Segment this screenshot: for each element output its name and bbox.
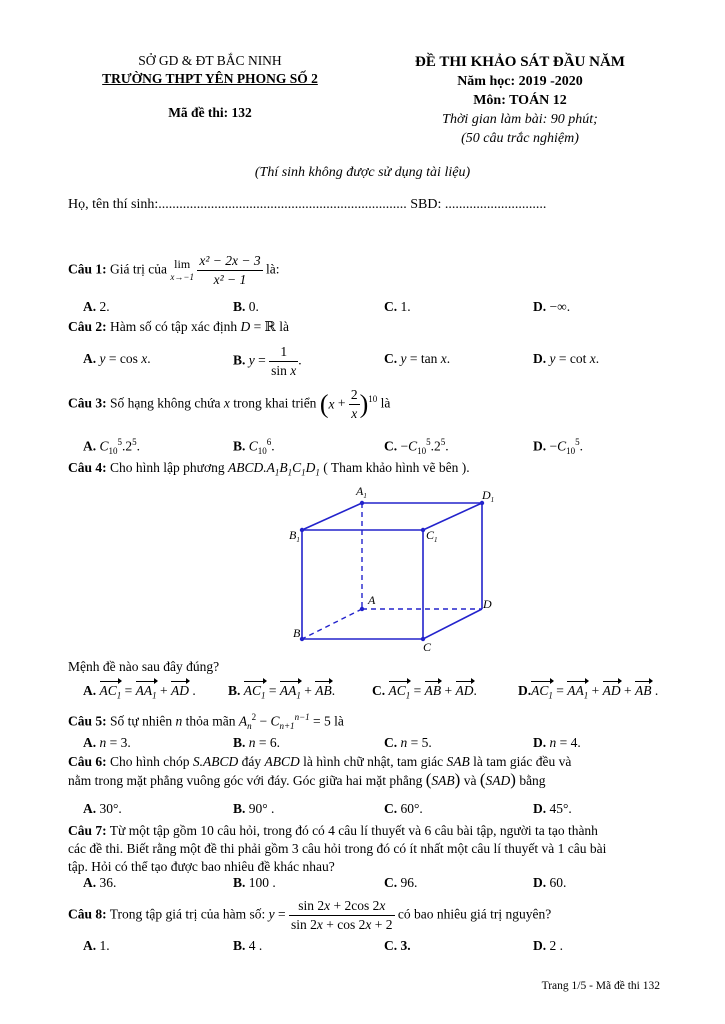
point-b1 [300,528,304,532]
q7-option-a[interactable]: A. 36. [83,875,117,890]
q8-label: Câu 8: [68,906,107,922]
q2-option-a[interactable]: A. y = cos x. [83,351,151,366]
sbd-label: SBD: [410,197,442,212]
q6-label: Câu 6: [68,754,107,769]
q1-label: Câu 1: [68,261,107,277]
q4-prompt: Mệnh đề nào sau đây đúng? [68,659,220,674]
q4-label: Câu 4: [68,460,107,475]
q5-option-b[interactable]: B. n = 6. [233,735,281,750]
q3-option-c[interactable]: C. $-C_{10}^5.2^5$. [384,437,449,457]
q7-option-d[interactable]: D. 60. [533,875,567,890]
q3-text2: trong khai triển [233,395,317,411]
sbd-field[interactable]: ............................. [444,197,547,212]
question-6: Câu 6: Cho hình chóp S.ABCD đáy ABCD là hình chữ nhật, tam giác SAB là tam giác đều và nằm trong mặt phẳng vuông góc với đáy. Góc giữa hai mặt phẳng (SAB) và (SAD) bằng [68,754,572,789]
q3-option-a[interactable]: A. $C_{10}^5.2^5$. [83,437,141,457]
q8-option-a[interactable]: A. 1. [83,938,110,953]
q1-option-c[interactable]: C. 1. [384,299,411,314]
department: SỞ GD & ĐT BẮC NINH [138,53,282,68]
q2-text: Hàm số có tập xác định [110,319,238,334]
q8-option-d[interactable]: D. 2 . [533,938,563,953]
notice: (Thí sinh không được sử dụng tài liệu) [254,165,471,180]
exam-code: Mã đề thi: 132 [168,105,252,120]
label-d1: $D_1$ [482,488,495,504]
q7-option-c[interactable]: C. 96. [384,875,418,890]
label-c: C [423,640,432,654]
school-year: Năm học: 2019 -2020 [457,74,583,89]
q7-option-b[interactable]: B. 100 . [233,875,276,890]
name-field[interactable]: ....................................................................... [158,197,407,212]
q4-after: ( Tham khảo hình vẽ bên ). [323,460,470,475]
q4-option-a[interactable]: A. $AC_1 = AA_1$ + AD . [83,682,196,705]
q6-option-b[interactable]: B. 90° . [233,801,275,816]
q1-text: Giá trị của [110,261,167,277]
q1-option-a[interactable]: A. 2. [83,299,110,314]
candidate-line [68,197,546,213]
name-label: Họ, tên thí sinh: [68,197,159,212]
question-count: (50 câu trắc nghiệm) [461,131,579,146]
school-name: TRƯỜNG THPT YÊN PHONG SỐ 2 [102,71,318,86]
label-b: B [293,626,301,640]
q3-option-b[interactable]: B. $C_{10}^6$. [233,437,275,457]
q3-label: Câu 3: [68,395,107,411]
q2-label: Câu 2: [68,319,107,334]
q2-option-c[interactable]: C. y = tan x. [384,351,451,366]
header-right [395,53,645,148]
subject: Môn: TOÁN 12 [473,93,567,108]
label-d: D [483,597,492,611]
question-8: Câu 8: Trong tập giá trị của hàm số: y = $\frac{\sin 2x + 2\cos 2x}{\sin 2x + \cos 2x + 2}$ có bao nhiêu giá trị nguyên? [68,898,552,932]
exam-title: ĐỀ THI KHẢO SÁT ĐẦU NĂM [415,54,625,70]
q5-after: là [334,713,344,729]
label-b1: $B_1$ [289,528,300,544]
q1-fraction: $\frac{\text{x² − 2x − 3}}{\text{x² − 1}}$ [199,253,261,287]
q4-option-b[interactable]: B. $AC_1 = AA_1$ + AB. [228,682,335,705]
question-5: Câu 5: Số tự nhiên n thỏa mãn $A_n^2 - C_{n+1}^{n-1} = 5$ là [68,712,344,732]
q3-option-d[interactable]: D. $-C_{10}^5$. [533,437,584,457]
question-2: Câu 2: Hàm số có tập xác định D = ℝ là [68,319,289,334]
q3-text: Số hạng không chứa [110,395,221,411]
q2-option-b[interactable]: B. y = $\frac{1}{\text{sin x}}$ . [233,344,302,378]
point-a1 [360,501,364,505]
q5-label: Câu 5: [68,713,107,729]
cube-figure [280,482,510,657]
q1-option-d[interactable]: D. −∞. [533,299,571,314]
q8-option-b[interactable]: B. 4 . [233,938,263,953]
q2-after: là [279,319,289,334]
question-4: Câu 4: Cho hình lập phương $ABCD.A_1B_1C_1D_1$ ( Tham khảo hình vẽ bên ). [68,460,470,478]
time-limit: Thời gian làm bài: 90 phút; [442,112,598,127]
q1-option-b[interactable]: B. 0. [233,299,259,314]
q6-option-d[interactable]: D. 45°. [533,801,572,816]
q2-option-d[interactable]: D. y = cot x. [533,351,600,366]
q4-option-d[interactable]: $D.AC_1 = AA_1$ + AD + AB . [518,682,658,705]
q5-option-a[interactable]: A. n = 3. [83,735,131,750]
q5-option-c[interactable]: C. n = 5. [384,735,432,750]
q8-option-c[interactable]: C. 3. [384,938,411,953]
q5-text: Số tự nhiên [110,713,173,729]
question-3: Câu 3: Số hạng không chứa x trong khai triển (x + $\frac{2}{x}$ )$^{10}$ là [68,387,391,421]
q5-option-d[interactable]: D. n = 4. [533,735,581,750]
page-footer: Trang 1/5 - Mã đề thi 132 [541,980,660,992]
q3-after: là [380,395,391,411]
q7-label: Câu 7: [68,823,107,838]
point-c1 [421,528,425,532]
label-a: A [368,593,376,607]
question-1 [68,252,668,289]
label-c1: $C_1$ [426,528,438,544]
point-b [300,637,304,641]
q4-text: Cho hình lập phương [110,460,225,475]
q1-after: là: [265,261,280,277]
q6-option-c[interactable]: C. 60°. [384,801,423,816]
q5-text2: thỏa mãn [185,713,236,729]
point-a [360,607,364,611]
label-a1: $A_1$ [356,484,367,500]
header-left [80,52,340,122]
question-7: Câu 7: Từ một tập gồm 10 câu hỏi, trong đó có 4 câu lí thuyết và 6 câu bài tập, người ta tạo thành các đề thi. Biết rằng một đề thi phải gồm 3 câu hỏi trong đó có ít nhất một câu lí thuyết và 1 câu bài tập. Hỏi có thể tạo được bao nhiêu đề khác nhau? [68,823,607,874]
q6-option-a[interactable]: A. 30°. [83,801,122,816]
q4-option-c[interactable]: C. $AC_1$ = AB + AD. [372,682,477,705]
q1-limit: lim x→−1 [170,257,194,282]
